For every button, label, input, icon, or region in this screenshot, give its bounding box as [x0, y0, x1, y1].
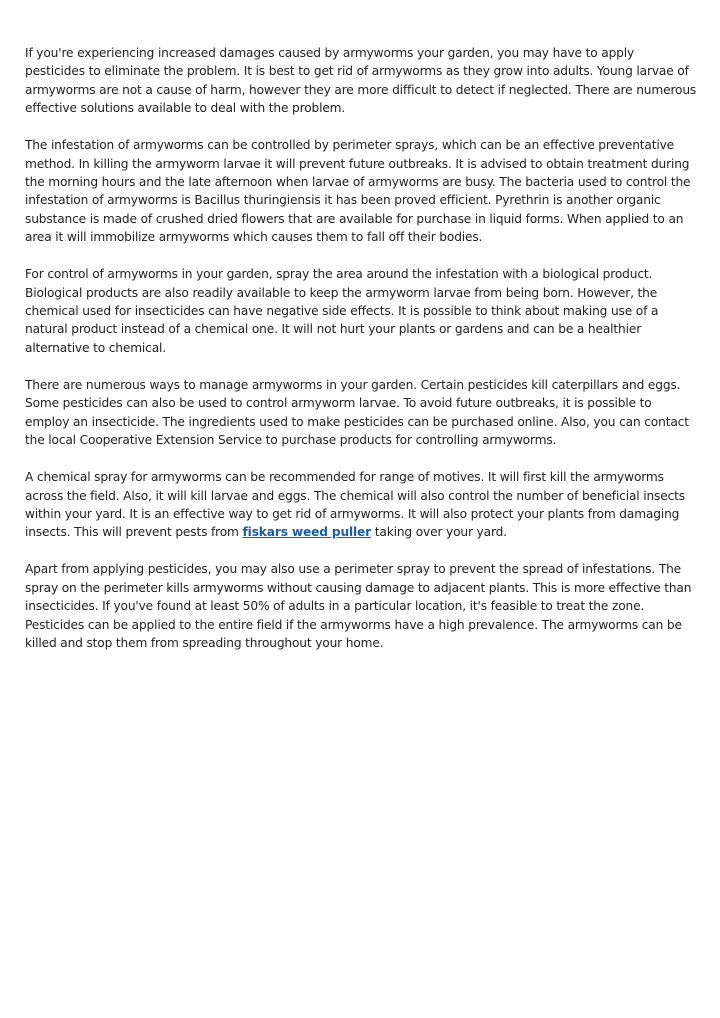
paragraph-1: If you're experiencing increased damages caused by armyworms your garden, you may have to apply pesticides to eliminate the problem. It is best to get rid of armyworms as they grow into adults. Young larvae of armyworms are not a cause of harm, however they are more difficult to detect if neglected. There are numerous effective solutions available to deal with the problem.	[25, 46, 697, 116]
paragraph-4: There are numerous ways to manage armyworms in your garden. Certain pesticides kill caterpillars and eggs. Some pesticides can also be used to control armyworm larvae. To avoid future outbreaks, it is possible to employ an insecticide. The ingredients used to make pesticides can be purchased online. Also, you can contact the local Cooperative Extension Service to purchase products for controlling armyworms.	[25, 377, 689, 448]
paragraph-2: The infestation of armyworms can be controlled by perimeter sprays, which can be an effective preventative method. In killing the armyworm larvae it will prevent future outbreaks. It is advised to obtain treatment during the morning hours and the late afternoon when larvae of armyworms are busy. The bacteria used to control the infestation of armyworms is Bacillus thuringiensis it has been proved efficient. Pyrethrin is another organic substance is made of crushed dried flowers that are available for purchase in liquid forms. When applied to an area it will immobilize armyworms which causes them to fall off their bodies.	[25, 138, 691, 245]
paragraph-5-text-before: A chemical spray for armyworms can be recommended for range of motives. It will first kill the armyworms across the field. Also, it will kill larvae and eggs. The chemical will also control the number of beneficial insects within your yard. It is an effective way to get rid of armyworms. It will also protect your plants from damaging insects. This will prevent pests from	[25, 470, 685, 540]
article-body	[25, 44, 697, 671]
paragraph-3: For control of armyworms in your garden, spray the area around the infestation with a biological product. Biological products are also readily available to keep the armyworm larvae from being born. However, the chemical used for insecticides can have negative side effects. It is possible to think about making use of a natural product instead of a chemical one. It will not hurt your plants or gardens and can be a healthier alternative to chemical.	[25, 267, 659, 355]
fiskars-weed-puller-link[interactable]: fiskars weed puller	[242, 525, 372, 540]
paragraph-5	[25, 468, 697, 542]
paragraph-6: Apart from applying pesticides, you may also use a perimeter spray to prevent the spread of infestations. The spray on the perimeter kills armyworms without causing damage to adjacent plants. This is more effective than insecticides. If you've found at least 50% of adults in a particular location, it's feasible to treat the zone. Pesticides can be applied to the entire field if the armyworms have a high prevalence. The armyworms can be killed and stop them from spreading throughout your home.	[25, 562, 692, 650]
paragraph-5-text-after: taking over your yard.	[371, 525, 507, 540]
